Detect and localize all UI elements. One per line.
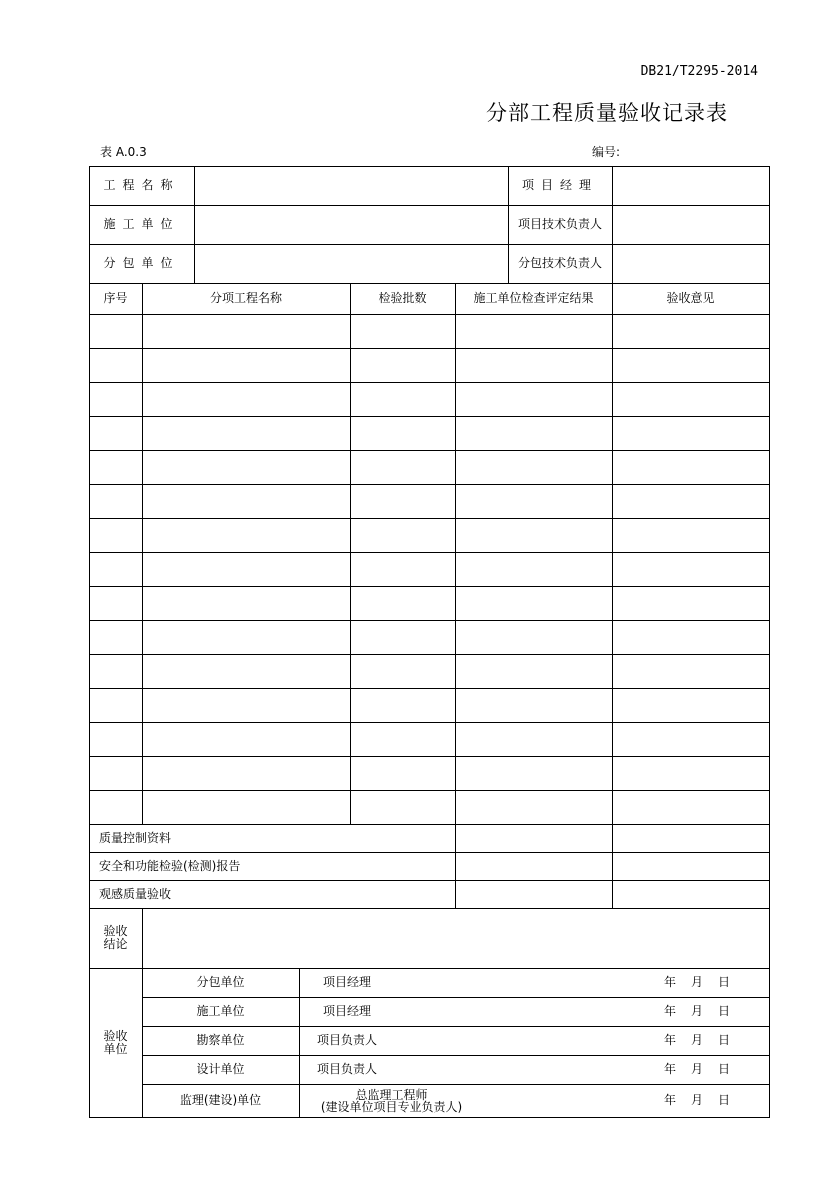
acceptance-label-text: 单位	[103, 1041, 128, 1056]
item-cell-check-result[interactable]	[455, 416, 612, 450]
item-cell-seq[interactable]	[89, 484, 142, 518]
header-batch-count: 检验批数	[378, 291, 427, 305]
info-value-field[interactable]	[194, 205, 508, 244]
summary-result-field[interactable]	[455, 880, 612, 908]
item-cell-check-result[interactable]	[455, 484, 612, 518]
item-cell-opinion[interactable]	[612, 654, 769, 688]
acceptance-role-text: 项目经理	[323, 975, 372, 989]
info-right-value-field[interactable]	[612, 244, 769, 283]
item-cell-batch-count[interactable]	[350, 518, 455, 552]
summary-opinion-field[interactable]	[612, 880, 769, 908]
document-title: 分部工程质量验收记录表	[486, 101, 728, 125]
grid-line	[612, 824, 613, 908]
info-right-label: 项目技术负责人	[517, 217, 602, 231]
summary-label: 质量控制资料	[99, 830, 172, 845]
acceptance-role-text: (建设单位项目专业负责人)	[320, 1099, 463, 1114]
date-day-label: 日	[718, 1004, 731, 1018]
item-cell-check-result[interactable]	[455, 688, 612, 722]
item-cell-opinion[interactable]	[612, 450, 769, 484]
item-cell-check-result[interactable]	[455, 382, 612, 416]
signature-area[interactable]	[480, 997, 664, 1026]
conclusion-field[interactable]	[142, 908, 769, 968]
item-cell-batch-count[interactable]	[350, 484, 455, 518]
item-cell-seq[interactable]	[89, 450, 142, 484]
item-cell-item-name[interactable]	[142, 450, 350, 484]
item-cell-batch-count[interactable]	[350, 450, 455, 484]
date-month-label: 月	[691, 1093, 704, 1107]
grid-line	[299, 968, 300, 1117]
acceptance-role	[303, 968, 500, 997]
serial-number-label: 编号:	[592, 145, 621, 159]
item-cell-opinion[interactable]	[612, 586, 769, 620]
item-cell-seq[interactable]	[89, 348, 142, 382]
header-check-result: 施工单位检查评定结果	[473, 291, 594, 305]
summary-opinion-field[interactable]	[612, 852, 769, 880]
item-cell-batch-count[interactable]	[350, 722, 455, 756]
conclusion-label-text: 验收	[103, 924, 128, 938]
item-cell-item-name[interactable]	[142, 722, 350, 756]
acceptance-unit-name: 分包单位	[196, 975, 245, 989]
date-year-label: 年	[664, 975, 677, 989]
item-cell-seq[interactable]	[89, 722, 142, 756]
acceptance-units-label	[89, 968, 142, 1117]
summary-result-field[interactable]	[455, 852, 612, 880]
info-label: 工程名称	[103, 178, 180, 192]
date-month-label: 月	[691, 975, 704, 989]
item-cell-seq[interactable]	[89, 552, 142, 586]
header-item-name: 分项工程名称	[209, 291, 282, 305]
signature-area[interactable]	[480, 1084, 664, 1117]
grid-line	[612, 283, 613, 824]
acceptance-date	[664, 1026, 760, 1055]
item-cell-seq[interactable]	[89, 688, 142, 722]
summary-result-field[interactable]	[455, 824, 612, 852]
item-cell-opinion[interactable]	[612, 552, 769, 586]
grid-line	[142, 908, 143, 968]
acceptance-label-text: 验收	[103, 1028, 128, 1043]
item-cell-check-result[interactable]	[455, 348, 612, 382]
date-day-label: 日	[718, 1093, 731, 1107]
header-opinion: 验收意见	[666, 291, 715, 305]
item-cell-opinion[interactable]	[612, 348, 769, 382]
form-number-label: 表 A.0.3	[100, 145, 147, 159]
item-cell-item-name[interactable]	[142, 586, 350, 620]
acceptance-unit-name: 施工单位	[196, 1004, 245, 1018]
item-cell-opinion[interactable]	[612, 484, 769, 518]
item-cell-opinion[interactable]	[612, 620, 769, 654]
item-cell-batch-count[interactable]	[350, 790, 455, 824]
acceptance-unit-name: 监理(建设)单位	[179, 1093, 262, 1107]
item-cell-batch-count[interactable]	[350, 416, 455, 450]
acceptance-unit-name: 设计单位	[196, 1062, 245, 1076]
acceptance-date	[664, 1084, 760, 1117]
grid-line	[508, 166, 509, 283]
signature-area[interactable]	[480, 1026, 664, 1055]
item-cell-item-name[interactable]	[142, 416, 350, 450]
date-month-label: 月	[691, 1004, 704, 1018]
grid-line	[350, 283, 351, 824]
item-cell-item-name[interactable]	[142, 348, 350, 382]
item-cell-seq[interactable]	[89, 314, 142, 348]
item-cell-batch-count[interactable]	[350, 688, 455, 722]
summary-opinion-field[interactable]	[612, 824, 769, 852]
date-day-label: 日	[718, 1062, 731, 1076]
summary-label: 安全和功能检验(检测)报告	[99, 858, 241, 873]
acceptance-unit-name: 勘察单位	[196, 1033, 245, 1047]
item-cell-batch-count[interactable]	[350, 382, 455, 416]
item-cell-opinion[interactable]	[612, 314, 769, 348]
item-cell-seq[interactable]	[89, 790, 142, 824]
conclusion-label-text: 结论	[103, 937, 128, 951]
date-year-label: 年	[664, 1062, 677, 1076]
item-cell-opinion[interactable]	[612, 722, 769, 756]
info-value-field[interactable]	[194, 244, 508, 283]
item-cell-seq[interactable]	[89, 756, 142, 790]
info-right-label: 分包技术负责人	[517, 256, 602, 270]
date-day-label: 日	[718, 975, 731, 989]
grid-line	[455, 283, 456, 824]
conclusion-label	[89, 908, 142, 968]
item-cell-check-result[interactable]	[455, 722, 612, 756]
acceptance-role-text: 项目负责人	[317, 1033, 378, 1047]
item-cell-item-name[interactable]	[142, 552, 350, 586]
info-right-label: 项目经理	[521, 178, 598, 192]
item-cell-check-result[interactable]	[455, 518, 612, 552]
item-cell-item-name[interactable]	[142, 382, 350, 416]
item-cell-seq[interactable]	[89, 382, 142, 416]
item-cell-item-name[interactable]	[142, 620, 350, 654]
grid-line	[194, 166, 195, 283]
acceptance-role-text: 项目负责人	[317, 1062, 378, 1076]
item-cell-item-name[interactable]	[142, 518, 350, 552]
item-cell-item-name[interactable]	[142, 756, 350, 790]
item-cell-seq[interactable]	[89, 654, 142, 688]
item-cell-opinion[interactable]	[612, 756, 769, 790]
grid-line	[142, 283, 143, 824]
date-month-label: 月	[691, 1062, 704, 1076]
summary-label: 观感质量验收	[99, 886, 172, 901]
item-cell-opinion[interactable]	[612, 382, 769, 416]
acceptance-role-text: 项目经理	[323, 1004, 372, 1018]
item-cell-batch-count[interactable]	[350, 552, 455, 586]
header-seq: 序号	[103, 291, 128, 305]
item-cell-item-name[interactable]	[142, 654, 350, 688]
signature-area[interactable]	[480, 968, 664, 997]
acceptance-role-text: 总监理工程师	[355, 1087, 428, 1102]
item-cell-seq[interactable]	[89, 518, 142, 552]
item-cell-seq[interactable]	[89, 620, 142, 654]
date-year-label: 年	[664, 1093, 677, 1107]
acceptance-role	[303, 997, 500, 1026]
info-value-field[interactable]	[194, 166, 508, 205]
item-cell-check-result[interactable]	[455, 756, 612, 790]
item-cell-opinion[interactable]	[612, 518, 769, 552]
item-cell-opinion[interactable]	[612, 790, 769, 824]
acceptance-role	[303, 1055, 494, 1084]
date-year-label: 年	[664, 1033, 677, 1047]
standard-code: DB21/T2295-2014	[640, 64, 758, 79]
item-cell-batch-count[interactable]	[350, 620, 455, 654]
item-cell-check-result[interactable]	[455, 790, 612, 824]
item-cell-check-result[interactable]	[455, 450, 612, 484]
item-cell-opinion[interactable]	[612, 416, 769, 450]
grid-line	[612, 166, 613, 283]
item-cell-batch-count[interactable]	[350, 586, 455, 620]
acceptance-date	[664, 968, 760, 997]
signature-area[interactable]	[480, 1055, 664, 1084]
item-cell-batch-count[interactable]	[350, 654, 455, 688]
grid-line	[455, 824, 456, 908]
item-cell-seq[interactable]	[89, 416, 142, 450]
item-cell-item-name[interactable]	[142, 484, 350, 518]
item-cell-check-result[interactable]	[455, 620, 612, 654]
item-cell-batch-count[interactable]	[350, 348, 455, 382]
item-cell-check-result[interactable]	[455, 654, 612, 688]
acceptance-role	[303, 1026, 494, 1055]
item-cell-seq[interactable]	[89, 586, 142, 620]
info-right-value-field[interactable]	[612, 205, 769, 244]
item-cell-opinion[interactable]	[612, 688, 769, 722]
acceptance-role	[303, 1084, 480, 1117]
item-cell-check-result[interactable]	[455, 586, 612, 620]
item-cell-item-name[interactable]	[142, 688, 350, 722]
acceptance-date	[664, 997, 760, 1026]
date-month-label: 月	[691, 1033, 704, 1047]
item-cell-item-name[interactable]	[142, 790, 350, 824]
info-label: 分包单位	[103, 256, 180, 270]
acceptance-date	[664, 1055, 760, 1084]
item-cell-batch-count[interactable]	[350, 756, 455, 790]
item-cell-batch-count[interactable]	[350, 314, 455, 348]
info-label: 施工单位	[103, 217, 180, 231]
info-right-value-field[interactable]	[612, 166, 769, 205]
date-year-label: 年	[664, 1004, 677, 1018]
item-cell-check-result[interactable]	[455, 314, 612, 348]
item-cell-item-name[interactable]	[142, 314, 350, 348]
date-day-label: 日	[718, 1033, 731, 1047]
item-cell-check-result[interactable]	[455, 552, 612, 586]
